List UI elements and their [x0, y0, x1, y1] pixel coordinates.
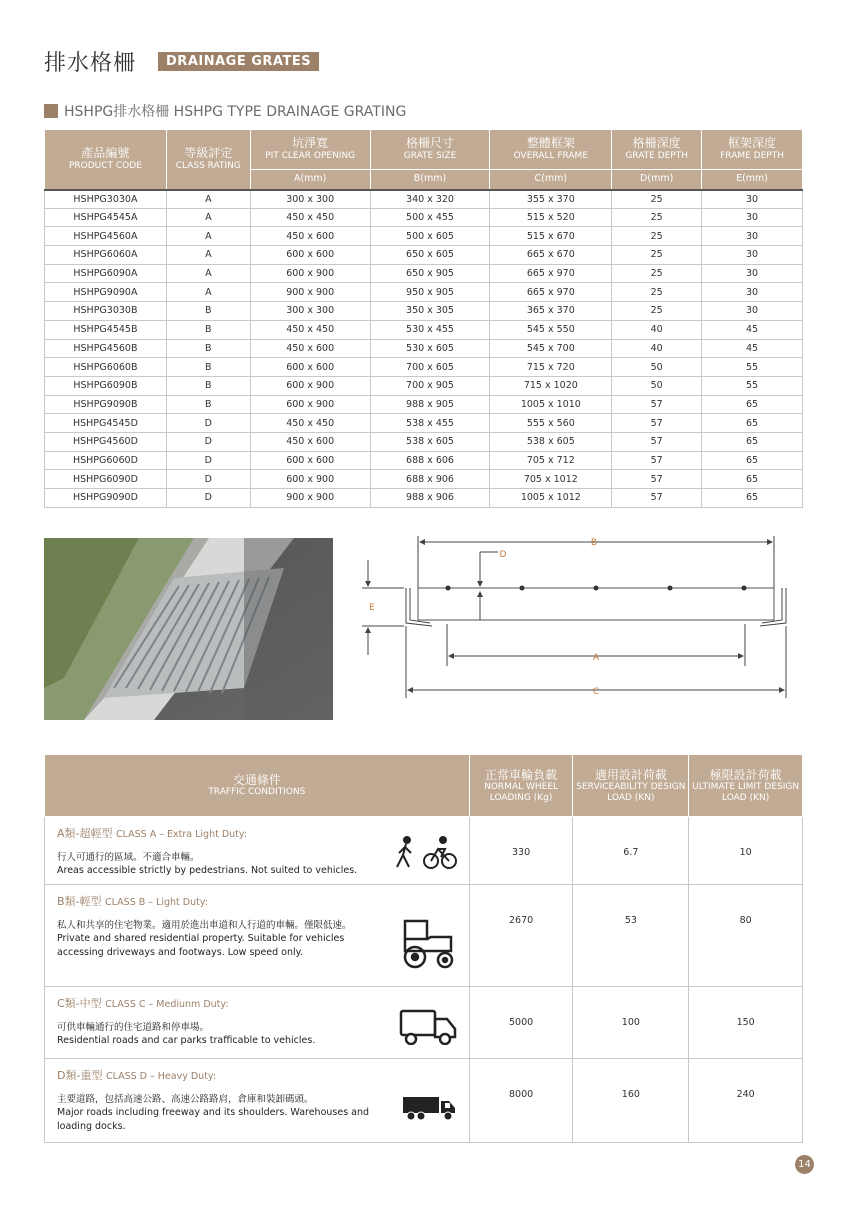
- table-cell: A: [166, 283, 250, 302]
- table-row: [45, 190, 803, 209]
- table-cell: 450 x 600: [250, 227, 370, 246]
- table-cell: HSHPG9090B: [45, 395, 167, 414]
- traffic-ultimate-a: 10: [689, 817, 803, 885]
- spec-table-body: [45, 190, 803, 508]
- table-cell: HSHPG6060B: [45, 358, 167, 377]
- table-cell: 1005 x 1010: [490, 395, 612, 414]
- table-cell: 600 x 900: [250, 395, 370, 414]
- dim-label-b: B: [590, 538, 598, 548]
- traffic-normal-d: 8000: [469, 1059, 573, 1143]
- traffic-row-b: [45, 885, 803, 987]
- table-cell: 555 x 560: [490, 414, 612, 433]
- table-cell: HSHPG3030A: [45, 190, 167, 209]
- traffic-service-c: 100: [573, 987, 689, 1059]
- table-row: [45, 395, 803, 414]
- table-row: [45, 208, 803, 227]
- table-cell: 65: [702, 414, 803, 433]
- table-cell: HSHPG6090D: [45, 470, 167, 489]
- table-cell: 900 x 900: [250, 283, 370, 302]
- table-cell: 900 x 900: [250, 489, 370, 508]
- table-cell: 25: [612, 227, 702, 246]
- table-cell: 650 x 905: [370, 264, 490, 283]
- table-cell: B: [166, 339, 250, 358]
- table-cell: 45: [702, 320, 803, 339]
- grate-photo: [44, 538, 333, 720]
- traffic-service-a: 6.7: [573, 817, 689, 885]
- table-cell: 300 x 300: [250, 190, 370, 209]
- table-cell: 340 x 320: [370, 190, 490, 209]
- table-cell: 545 x 550: [490, 320, 612, 339]
- table-cell: 30: [702, 208, 803, 227]
- table-cell: 365 x 370: [490, 302, 612, 321]
- table-cell: 65: [702, 395, 803, 414]
- table-cell: HSHPG4560B: [45, 339, 167, 358]
- table-cell: 700 x 905: [370, 376, 490, 395]
- truck-icon: [399, 1009, 457, 1048]
- spec-header-pit: 坑淨寬 PIT CLEAR OPENING: [250, 130, 370, 170]
- table-row: [45, 227, 803, 246]
- table-cell: 45: [702, 339, 803, 358]
- table-cell: 40: [612, 339, 702, 358]
- table-cell: 30: [702, 246, 803, 265]
- table-cell: 545 x 700: [490, 339, 612, 358]
- spec-header-class-rating: 等級評定 CLASS RATING: [166, 130, 250, 190]
- table-row: [45, 320, 803, 339]
- traffic-cond-c: C類-中型 CLASS C – Mediunm Duty: 可供車輛通行的住宅道路和停車場。 Residential roads and car parks trafficable to vehicles.: [45, 987, 470, 1059]
- table-cell: HSHPG4560D: [45, 432, 167, 451]
- table-cell: 950 x 905: [370, 283, 490, 302]
- table-cell: 355 x 370: [490, 190, 612, 209]
- table-cell: 25: [612, 283, 702, 302]
- table-cell: 715 x 720: [490, 358, 612, 377]
- table-cell: B: [166, 376, 250, 395]
- dimension-diagram: [360, 530, 800, 730]
- table-cell: HSHPG6060A: [45, 246, 167, 265]
- table-row: [45, 264, 803, 283]
- section-title: [44, 101, 406, 121]
- table-cell: 450 x 450: [250, 208, 370, 227]
- table-cell: 538 x 605: [370, 432, 490, 451]
- table-cell: 25: [612, 208, 702, 227]
- page-title-cn: 排水格柵: [44, 51, 137, 76]
- table-cell: 65: [702, 432, 803, 451]
- table-cell: B: [166, 358, 250, 377]
- table-cell: 530 x 605: [370, 339, 490, 358]
- table-cell: D: [166, 414, 250, 433]
- table-cell: HSHPG6060D: [45, 451, 167, 470]
- table-cell: HSHPG4545D: [45, 414, 167, 433]
- table-cell: 530 x 455: [370, 320, 490, 339]
- traffic-cond-b: B類-輕型 CLASS B – Light Duty: 私人和共享的住宅物業。適用於進出車道和人行道的車輛。僅限低速。 Private and shared residential property. Suitable for vehicles accessing driveways and footways. Low speed only.: [45, 885, 470, 987]
- dim-label-a: A: [592, 653, 600, 663]
- table-row: [45, 246, 803, 265]
- table-row: [45, 489, 803, 508]
- table-cell: 700 x 605: [370, 358, 490, 377]
- traffic-header-normal: 正常車輪負載 NORMAL WHEEL LOADING (Kg): [469, 755, 573, 817]
- spec-header-frame: 整體框架 OVERALL FRAME: [490, 130, 612, 170]
- spec-header-frame-depth: 框架深度 FRAME DEPTH: [702, 130, 803, 170]
- spec-header-grate-depth: 格柵深度 GRATE DEPTH: [612, 130, 702, 170]
- table-cell: 500 x 455: [370, 208, 490, 227]
- table-cell: 515 x 670: [490, 227, 612, 246]
- table-cell: A: [166, 264, 250, 283]
- table-cell: D: [166, 451, 250, 470]
- traffic-table: [44, 754, 803, 1143]
- table-cell: 665 x 970: [490, 283, 612, 302]
- traffic-service-d: 160: [573, 1059, 689, 1143]
- spec-unit-e: E(mm): [702, 170, 803, 190]
- table-cell: A: [166, 246, 250, 265]
- table-row: [45, 432, 803, 451]
- traffic-ultimate-b: 80: [689, 885, 803, 987]
- table-cell: 25: [612, 190, 702, 209]
- table-cell: 25: [612, 246, 702, 265]
- table-cell: 500 x 605: [370, 227, 490, 246]
- table-cell: 350 x 305: [370, 302, 490, 321]
- spec-unit-a: A(mm): [250, 170, 370, 190]
- traffic-normal-b: 2670: [469, 885, 573, 987]
- table-row: [45, 470, 803, 489]
- table-cell: 1005 x 1012: [490, 489, 612, 508]
- table-row: [45, 451, 803, 470]
- traffic-header-conditions: 交通條件 TRAFFIC CONDITIONS: [45, 755, 470, 817]
- traffic-row-c: [45, 987, 803, 1059]
- table-cell: A: [166, 208, 250, 227]
- table-row: [45, 358, 803, 377]
- table-cell: 705 x 1012: [490, 470, 612, 489]
- dim-label-c: C: [592, 687, 600, 697]
- table-cell: 600 x 900: [250, 264, 370, 283]
- table-cell: 57: [612, 414, 702, 433]
- table-cell: 30: [702, 302, 803, 321]
- table-cell: D: [166, 432, 250, 451]
- section-title-text: HSHPG排水格柵 HSHPG TYPE DRAINAGE GRATING: [64, 104, 407, 120]
- traffic-row-a: [45, 817, 803, 885]
- traffic-service-b: 53: [573, 885, 689, 987]
- spec-header-product-code: 產品編號 PRODUCT CODE: [45, 130, 167, 190]
- table-cell: HSHPG4545A: [45, 208, 167, 227]
- table-cell: HSHPG9090A: [45, 283, 167, 302]
- tractor-icon: [401, 917, 457, 972]
- dim-label-e: E: [369, 603, 375, 613]
- table-cell: 65: [702, 470, 803, 489]
- table-cell: 600 x 900: [250, 376, 370, 395]
- table-cell: A: [166, 227, 250, 246]
- table-row: [45, 302, 803, 321]
- table-cell: 450 x 600: [250, 339, 370, 358]
- table-cell: HSHPG4545B: [45, 320, 167, 339]
- table-cell: D: [166, 470, 250, 489]
- table-cell: 538 x 605: [490, 432, 612, 451]
- table-cell: B: [166, 395, 250, 414]
- table-cell: 57: [612, 470, 702, 489]
- table-row: [45, 376, 803, 395]
- traffic-header-service: 適用設計荷載 SERVICEABILITY DESIGN LOAD (KN): [573, 755, 689, 817]
- table-cell: 55: [702, 358, 803, 377]
- table-cell: 650 x 605: [370, 246, 490, 265]
- table-cell: HSHPG9090D: [45, 489, 167, 508]
- table-cell: 55: [702, 376, 803, 395]
- table-cell: 57: [612, 395, 702, 414]
- table-cell: 450 x 600: [250, 432, 370, 451]
- table-cell: 450 x 450: [250, 320, 370, 339]
- table-cell: 65: [702, 451, 803, 470]
- pedestrian-cyclist-icon: [393, 835, 457, 874]
- table-cell: HSHPG6090B: [45, 376, 167, 395]
- table-cell: 600 x 600: [250, 246, 370, 265]
- table-cell: HSHPG3030B: [45, 302, 167, 321]
- traffic-cond-a: A類-超輕型 CLASS A – Extra Light Duty: 行人可通行的區域。不適合車輛。 Areas accessible strictly by pedestrians. Not suited to vehicles.: [45, 817, 470, 885]
- traffic-row-d: [45, 1059, 803, 1143]
- table-row: [45, 283, 803, 302]
- table-cell: 57: [612, 489, 702, 508]
- table-cell: HSHPG4560A: [45, 227, 167, 246]
- section-square-icon: [44, 104, 58, 118]
- spec-table: [44, 129, 803, 508]
- table-cell: 600 x 900: [250, 470, 370, 489]
- traffic-normal-a: 330: [469, 817, 573, 885]
- table-cell: 30: [702, 190, 803, 209]
- table-row: [45, 414, 803, 433]
- page-number: 14: [795, 1155, 814, 1174]
- spec-unit-b: B(mm): [370, 170, 490, 190]
- table-cell: 30: [702, 227, 803, 246]
- table-cell: 665 x 670: [490, 246, 612, 265]
- table-cell: 688 x 906: [370, 470, 490, 489]
- table-cell: 705 x 712: [490, 451, 612, 470]
- table-cell: A: [166, 190, 250, 209]
- spec-header-grate: 格柵尺寸 GRATE SIZE: [370, 130, 490, 170]
- spec-unit-c: C(mm): [490, 170, 612, 190]
- spec-unit-d: D(mm): [612, 170, 702, 190]
- table-cell: 688 x 606: [370, 451, 490, 470]
- table-cell: B: [166, 302, 250, 321]
- table-cell: 30: [702, 283, 803, 302]
- table-cell: 988 x 905: [370, 395, 490, 414]
- traffic-ultimate-c: 150: [689, 987, 803, 1059]
- page-title-badge: DRAINAGE GRATES: [158, 52, 319, 71]
- table-cell: 538 x 455: [370, 414, 490, 433]
- table-cell: 450 x 450: [250, 414, 370, 433]
- table-cell: HSHPG6090A: [45, 264, 167, 283]
- traffic-header-ultimate: 極限設計荷載 ULTIMATE LIMIT DESIGN LOAD (KN): [689, 755, 803, 817]
- table-cell: 50: [612, 358, 702, 377]
- page-header: [44, 46, 319, 77]
- table-cell: 65: [702, 489, 803, 508]
- table-cell: 57: [612, 451, 702, 470]
- table-cell: 25: [612, 264, 702, 283]
- table-cell: 30: [702, 264, 803, 283]
- table-row: [45, 339, 803, 358]
- table-cell: 25: [612, 302, 702, 321]
- table-cell: 300 x 300: [250, 302, 370, 321]
- table-cell: 715 x 1020: [490, 376, 612, 395]
- dim-label-d: D: [499, 550, 507, 560]
- heavy-truck-icon: [401, 1095, 457, 1124]
- table-cell: 40: [612, 320, 702, 339]
- table-cell: 600 x 600: [250, 451, 370, 470]
- table-cell: B: [166, 320, 250, 339]
- table-cell: 515 x 520: [490, 208, 612, 227]
- table-cell: 665 x 970: [490, 264, 612, 283]
- table-cell: 988 x 906: [370, 489, 490, 508]
- table-cell: 600 x 600: [250, 358, 370, 377]
- traffic-cond-d: D類-重型 CLASS D – Heavy Duty: 主要道路，包括高速公路、高速公路路肩，倉庫和裝卸碼頭。 Major roads including freeway and its shoulders. Warehouses and loading docks.: [45, 1059, 470, 1143]
- traffic-ultimate-d: 240: [689, 1059, 803, 1143]
- table-cell: D: [166, 489, 250, 508]
- traffic-normal-c: 5000: [469, 987, 573, 1059]
- table-cell: 50: [612, 376, 702, 395]
- table-cell: 57: [612, 432, 702, 451]
